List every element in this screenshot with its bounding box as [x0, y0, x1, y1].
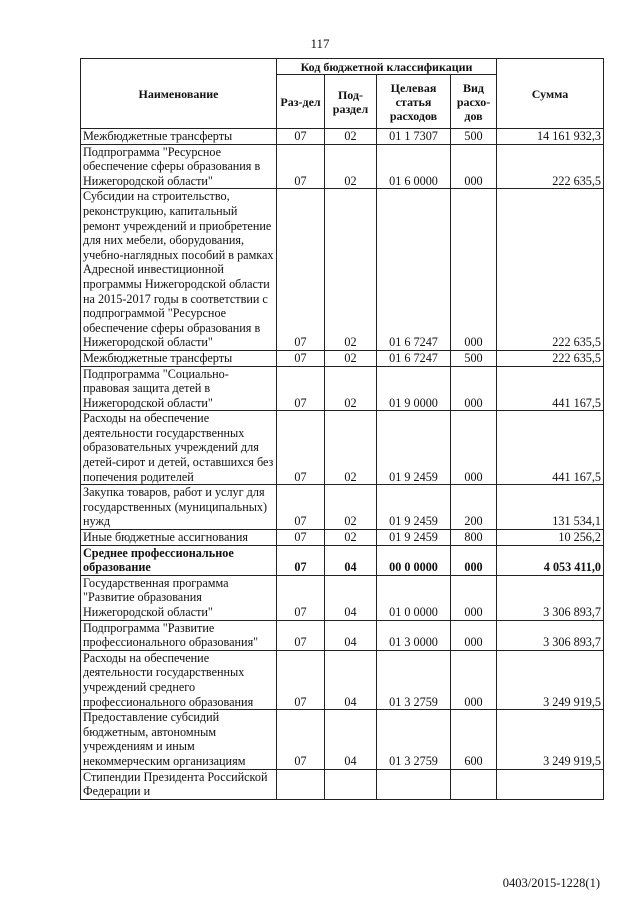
cell-name: Межбюджетные трансферты [81, 350, 277, 366]
cell-expense-type: 000 [451, 366, 497, 411]
cell-name: Подпрограмма "Развитие профессионального образования" [81, 620, 277, 650]
cell-section: 07 [277, 366, 325, 411]
table-row [81, 129, 604, 145]
cell-target-article: 01 3 2759 [377, 650, 451, 709]
cell-subsection: 02 [325, 366, 377, 411]
table-row [81, 650, 604, 709]
cell-subsection: 04 [325, 710, 377, 769]
table-row [81, 620, 604, 650]
cell-section: 07 [277, 710, 325, 769]
cell-target-article: 01 3 0000 [377, 620, 451, 650]
table-row [81, 350, 604, 366]
cell-expense-type: 000 [451, 411, 497, 485]
cell-section: 07 [277, 650, 325, 709]
cell-expense-type: 000 [451, 144, 497, 189]
header-section: Раз-дел [277, 75, 325, 129]
cell-target-article: 00 0 0000 [377, 545, 451, 575]
header-subsection: Под-раздел [325, 75, 377, 129]
cell-section: 07 [277, 411, 325, 485]
cell-sum: 14 161 932,3 [497, 129, 604, 145]
cell-name: Среднее профессиональное образование [81, 545, 277, 575]
cell-subsection: 04 [325, 545, 377, 575]
cell-target-article: 01 1 7307 [377, 129, 451, 145]
cell-name: Стипендии Президента Российской Федерации и [81, 769, 277, 799]
cell-sum: 441 167,5 [497, 366, 604, 411]
cell-section: 07 [277, 189, 325, 351]
cell-expense-type: 000 [451, 575, 497, 620]
cell-section: 07 [277, 144, 325, 189]
cell-target-article: 01 9 2459 [377, 530, 451, 546]
document-code: 0403/2015-1228(1) [502, 876, 600, 890]
cell-name: Предоставление субсидий бюджетным, автономным учреждениям и иным некоммерческим организациям [81, 710, 277, 769]
table-body [81, 129, 604, 800]
cell-expense-type [451, 769, 497, 799]
cell-sum [497, 769, 604, 799]
cell-sum: 3 306 893,7 [497, 575, 604, 620]
header-name: Наименование [81, 59, 277, 129]
page-number: 117 [310, 36, 330, 51]
header-target-article: Целевая статья расходов [377, 75, 451, 129]
cell-target-article [377, 769, 451, 799]
table-row [81, 545, 604, 575]
cell-sum: 222 635,5 [497, 189, 604, 351]
cell-name: Межбюджетные трансферты [81, 129, 277, 145]
cell-expense-type: 000 [451, 545, 497, 575]
cell-expense-type: 600 [451, 710, 497, 769]
cell-target-article: 01 9 0000 [377, 366, 451, 411]
table-row [81, 710, 604, 769]
cell-name: Расходы на обеспечение деятельности государственных учреждений среднего профессионального образования [81, 650, 277, 709]
header-expense-type: Вид расхо-дов [451, 75, 497, 129]
cell-section: 07 [277, 575, 325, 620]
cell-sum: 131 534,1 [497, 485, 604, 530]
budget-table [80, 58, 604, 800]
cell-sum: 3 249 919,5 [497, 710, 604, 769]
cell-section: 07 [277, 129, 325, 145]
table-row [81, 411, 604, 485]
cell-section: 07 [277, 620, 325, 650]
cell-target-article: 01 6 0000 [377, 144, 451, 189]
cell-expense-type: 000 [451, 620, 497, 650]
cell-target-article: 01 3 2759 [377, 710, 451, 769]
cell-target-article: 01 6 7247 [377, 350, 451, 366]
cell-expense-type: 500 [451, 129, 497, 145]
cell-sum: 222 635,5 [497, 350, 604, 366]
cell-name: Закупка товаров, работ и услуг для государственных (муниципальных) нужд [81, 485, 277, 530]
cell-target-article: 01 9 2459 [377, 411, 451, 485]
cell-subsection: 02 [325, 530, 377, 546]
cell-section [277, 769, 325, 799]
cell-sum: 3 306 893,7 [497, 620, 604, 650]
cell-sum: 441 167,5 [497, 411, 604, 485]
cell-name: Подпрограмма "Ресурсное обеспечение сферы образования в Нижегородской области" [81, 144, 277, 189]
cell-sum: 10 256,2 [497, 530, 604, 546]
cell-sum: 222 635,5 [497, 144, 604, 189]
cell-expense-type: 800 [451, 530, 497, 546]
table-row [81, 144, 604, 189]
cell-sum: 4 053 411,0 [497, 545, 604, 575]
cell-subsection: 04 [325, 575, 377, 620]
table-row [81, 366, 604, 411]
cell-name: Иные бюджетные ассигнования [81, 530, 277, 546]
cell-name: Подпрограмма "Социально-правовая защита детей в Нижегородской области" [81, 366, 277, 411]
cell-expense-type: 000 [451, 189, 497, 351]
header-classification-group: Код бюджетной классификации [277, 59, 497, 75]
cell-subsection: 04 [325, 620, 377, 650]
cell-subsection: 02 [325, 350, 377, 366]
cell-subsection: 02 [325, 129, 377, 145]
table-row [81, 530, 604, 546]
cell-section: 07 [277, 530, 325, 546]
cell-name: Субсидии на строительство, реконструкцию, капитальный ремонт учреждений и приобретение для них мебели, оборудования, учебно-наглядных пособий в рамках Адресной инвестиционной программы Нижегородской области на 2015-2017 годы в соответствии с подпрограммой "Ресурсное обеспечение сферы образования в Нижегородской области" [81, 189, 277, 351]
cell-subsection: 02 [325, 411, 377, 485]
cell-expense-type: 200 [451, 485, 497, 530]
table-row [81, 189, 604, 351]
cell-target-article: 01 9 2459 [377, 485, 451, 530]
cell-sum: 3 249 919,5 [497, 650, 604, 709]
cell-name: Государственная программа "Развитие образования Нижегородской области" [81, 575, 277, 620]
cell-section: 07 [277, 545, 325, 575]
cell-subsection: 04 [325, 650, 377, 709]
header-sum: Сумма [497, 59, 604, 129]
cell-section: 07 [277, 485, 325, 530]
cell-expense-type: 000 [451, 650, 497, 709]
cell-subsection: 02 [325, 485, 377, 530]
cell-target-article: 01 6 7247 [377, 189, 451, 351]
cell-subsection: 02 [325, 144, 377, 189]
cell-subsection [325, 769, 377, 799]
table-row [81, 769, 604, 799]
cell-name: Расходы на обеспечение деятельности государственных образовательных учреждений для детей-сирот и детей, оставшихся без попечения родителей [81, 411, 277, 485]
table-row [81, 575, 604, 620]
cell-section: 07 [277, 350, 325, 366]
table-row [81, 485, 604, 530]
cell-target-article: 01 0 0000 [377, 575, 451, 620]
cell-expense-type: 500 [451, 350, 497, 366]
cell-subsection: 02 [325, 189, 377, 351]
